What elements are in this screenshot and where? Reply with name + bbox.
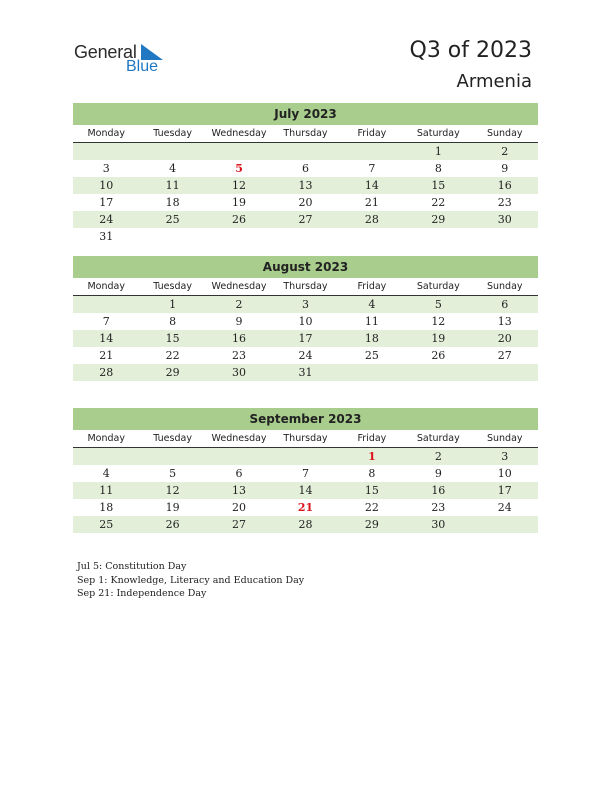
date-cell: 12 [232,179,247,192]
holiday-date-cell: 1 [368,450,376,463]
date-cell [206,143,272,160]
date-cell: 24 [99,213,114,226]
date-cell [472,228,538,245]
date-cell: 3 [501,450,509,463]
weekday-label: Thursday [283,433,328,444]
weekday-label: Tuesday [153,128,192,139]
month-title: September 2023 [73,408,538,430]
weekday-label: Thursday [283,128,328,139]
holiday-note: Sep 1: Knowledge, Literacy and Education Day [77,574,305,586]
date-cell: 5 [434,298,442,311]
date-cell: 6 [501,298,509,311]
date-cell: 5 [169,467,177,480]
date-cell: 12 [431,315,446,328]
weekday-label: Saturday [416,128,460,139]
weekday-label: Tuesday [153,281,192,292]
week-row [73,347,538,364]
date-cell: 15 [165,332,180,345]
weekday-label: Sunday [486,281,523,292]
month-september-calendar [73,408,538,533]
week-row [73,143,538,160]
date-cell: 7 [368,162,376,175]
date-cell [73,448,139,465]
date-cell: 16 [232,332,247,345]
date-cell: 27 [298,213,313,226]
date-cell: 30 [431,518,446,531]
date-cell: 13 [232,484,247,497]
weekday-label: Saturday [416,433,460,444]
date-cell: 8 [434,162,442,175]
page-subtitle: Armenia [456,71,532,92]
week-row [73,160,538,177]
date-cell: 11 [165,179,180,192]
date-cell: 19 [431,332,446,345]
date-cell: 23 [431,501,446,514]
date-cell [206,448,272,465]
date-cell: 22 [364,501,379,514]
date-cell: 26 [165,518,180,531]
date-cell: 9 [501,162,509,175]
date-cell: 15 [431,179,446,192]
week-row [73,330,538,347]
holiday-note: Sep 21: Independence Day [77,588,207,599]
date-cell [339,143,405,160]
date-cell: 3 [301,298,309,311]
weekday-label: Monday [87,128,125,139]
weekday-label: Thursday [283,281,328,292]
week-row [73,177,538,194]
date-cell: 22 [165,349,180,362]
week-row [73,465,538,482]
date-cell [139,448,205,465]
date-cell: 12 [165,484,180,497]
date-cell: 28 [364,213,379,226]
date-cell: 29 [364,518,379,531]
holiday-date-cell: 5 [235,162,243,175]
month-title: August 2023 [73,256,538,278]
date-cell: 4 [102,467,110,480]
weekday-label: Wednesday [211,433,267,444]
date-cell: 18 [364,332,379,345]
date-cell: 8 [169,315,177,328]
weekday-label: Monday [87,281,125,292]
date-cell: 31 [298,366,313,379]
weekday-label: Saturday [416,281,460,292]
date-cell: 29 [165,366,180,379]
date-cell: 17 [497,484,512,497]
date-cell [405,228,471,245]
date-cell [139,228,205,245]
weekday-header-row [73,278,538,296]
date-cell: 1 [434,145,442,158]
date-cell: 4 [169,162,177,175]
date-cell: 13 [497,315,512,328]
date-cell: 14 [99,332,114,345]
week-row [73,228,538,245]
date-cell [272,228,338,245]
logo-text-blue: Blue [126,58,159,75]
holiday-date-cell: 21 [297,501,314,514]
date-cell: 15 [364,484,379,497]
weekday-label: Sunday [486,128,523,139]
date-cell: 22 [431,196,446,209]
date-cell: 20 [298,196,313,209]
date-cell: 19 [232,196,247,209]
date-cell [339,364,405,381]
weekday-label: Friday [357,281,387,292]
date-cell: 25 [165,213,180,226]
date-cell [472,516,538,533]
date-cell [206,228,272,245]
week-row [73,296,538,313]
page-title: Q3 of 2023 [409,38,532,63]
date-cell: 27 [232,518,247,531]
weekday-label: Wednesday [211,281,267,292]
date-cell: 4 [368,298,376,311]
date-cell [73,143,139,160]
date-cell: 17 [298,332,313,345]
weekday-label: Friday [357,128,387,139]
weekday-label: Monday [87,433,125,444]
date-cell: 3 [102,162,110,175]
month-title: July 2023 [73,103,538,125]
month-july-calendar [73,103,538,245]
date-cell: 13 [298,179,313,192]
date-cell [339,228,405,245]
date-cell: 7 [102,315,110,328]
date-cell: 27 [497,349,512,362]
week-row [73,516,538,533]
date-cell: 10 [99,179,114,192]
date-cell: 24 [497,501,512,514]
date-cell: 17 [99,196,114,209]
holiday-notes [77,560,304,601]
month-august-calendar [73,256,538,381]
weekday-header-row [73,125,538,143]
date-cell: 8 [368,467,376,480]
date-cell: 25 [99,518,114,531]
date-cell: 30 [497,213,512,226]
date-cell: 9 [434,467,442,480]
date-cell [272,448,338,465]
date-cell: 26 [232,213,247,226]
date-cell: 25 [364,349,379,362]
weekday-label: Friday [357,433,387,444]
date-cell: 19 [165,501,180,514]
week-row [73,313,538,330]
date-cell: 2 [501,145,509,158]
holiday-note: Jul 5: Constitution Day [77,561,187,572]
date-cell [139,143,205,160]
date-cell: 2 [434,450,442,463]
date-cell: 14 [298,484,313,497]
date-cell [73,296,139,313]
date-cell: 23 [497,196,512,209]
date-cell: 14 [364,179,379,192]
week-row [73,364,538,381]
date-cell: 10 [497,467,512,480]
date-cell [405,364,471,381]
date-cell: 31 [99,230,114,243]
date-cell: 16 [431,484,446,497]
date-cell: 29 [431,213,446,226]
date-cell: 18 [99,501,114,514]
week-row [73,482,538,499]
date-cell: 2 [235,298,243,311]
date-cell: 16 [497,179,512,192]
logo-text-general: General [74,42,137,62]
weekday-header-row [73,430,538,448]
date-cell: 28 [298,518,313,531]
date-cell: 9 [235,315,243,328]
date-cell: 21 [364,196,379,209]
date-cell: 20 [497,332,512,345]
week-row [73,448,538,465]
date-cell [272,143,338,160]
date-cell: 21 [99,349,114,362]
date-cell: 24 [298,349,313,362]
date-cell: 20 [232,501,247,514]
date-cell: 18 [165,196,180,209]
date-cell [472,364,538,381]
date-cell: 10 [298,315,313,328]
week-row [73,211,538,228]
date-cell: 11 [364,315,379,328]
weekday-label: Wednesday [211,128,267,139]
brand-logo [74,42,174,78]
week-row [73,499,538,516]
date-cell: 1 [169,298,177,311]
date-cell: 28 [99,366,114,379]
weekday-label: Sunday [486,433,523,444]
date-cell: 30 [232,366,247,379]
weekday-label: Tuesday [153,433,192,444]
date-cell: 6 [235,467,243,480]
date-cell: 6 [301,162,309,175]
week-row [73,194,538,211]
date-cell: 26 [431,349,446,362]
date-cell: 11 [99,484,114,497]
date-cell: 23 [232,349,247,362]
date-cell: 7 [301,467,309,480]
